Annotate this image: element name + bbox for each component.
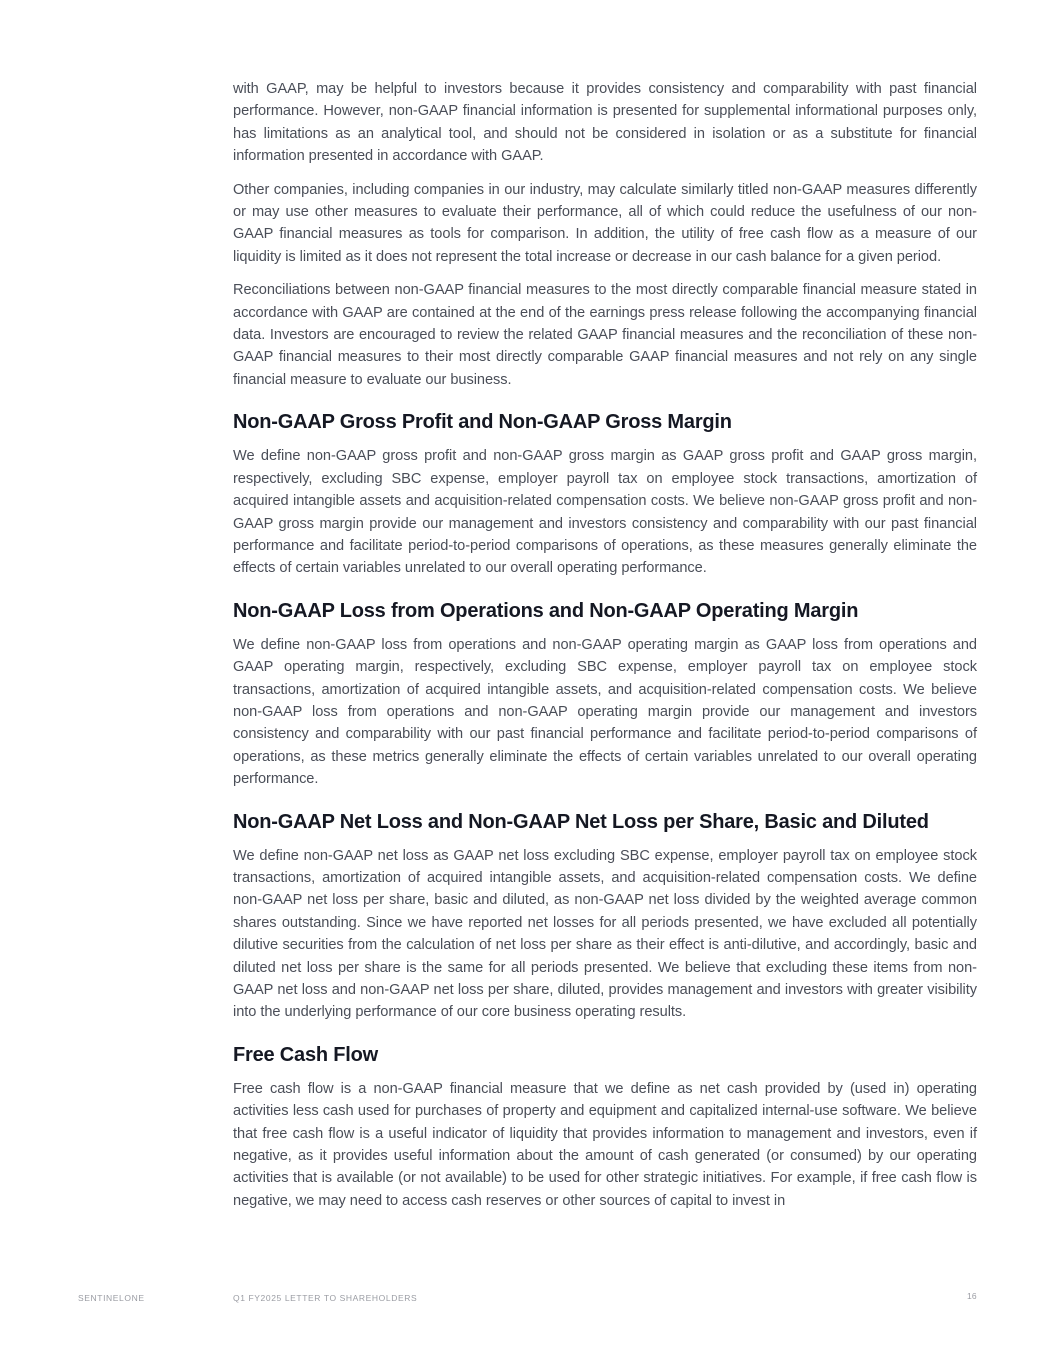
section-heading-gross-profit: Non-GAAP Gross Profit and Non-GAAP Gross Margin bbox=[233, 411, 732, 434]
document-body bbox=[233, 78, 977, 1223]
section-paragraph-operating-loss: We define non-GAAP loss from operations and non-GAAP operating margin as GAAP loss from operations and GAAP operating margin, respectively, excluding SBC expense, employer payroll tax on employee stock transactions, amortization of acquired intangible assets, and acquisition-related compensation costs. We believe non-GAAP loss from operations and non-GAAP operating margin provide our management and investors consistency and comparability with our past financial performance and facilitate period-to-period comparisons of operations, as these metrics generally eliminate the effects of certain variables unrelated to our overall operating performance. bbox=[233, 636, 977, 788]
body-paragraph: Other companies, including companies in our industry, may calculate similarly titled non-GAAP measures differently or may use other measures to evaluate their performance, all of which could reduce the usefulness of our non-GAAP financial measures as tools for comparison. In addition, the utility of free cash flow as a measure of our liquidity is limited as it does not represent the total increase or decrease in our cash balance for a given period. bbox=[233, 181, 977, 265]
section-paragraph-free-cash-flow: Free cash flow is a non-GAAP financial measure that we define as net cash provided by (used in) operating activities less cash used for purchases of property and equipment and capitalized internal-use software. We believe that free cash flow is a useful indicator of liquidity that provides information to management and investors, even if negative, as it provides useful information about the amount of cash generated (or consumed) by our operating activities that is available (or not available) to be used for other strategic initiatives. For example, if free cash flow is negative, we may need to access cash reserves or other sources of capital to invest in bbox=[233, 1080, 977, 1209]
section-heading-net-loss: Non-GAAP Net Loss and Non-GAAP Net Loss per Share, Basic and Diluted bbox=[233, 810, 929, 833]
body-paragraph: Reconciliations between non-GAAP financial measures to the most directly comparable financial measure stated in accordance with GAAP are contained at the end of the earnings press release following the accompanying financial data. Investors are encouraged to review the related GAAP financial measures and the reconciliation of these non-GAAP financial measures to their most directly comparable GAAP financial measures and not rely on any single financial measure to evaluate our business. bbox=[233, 282, 977, 388]
section-paragraph-net-loss: We define non-GAAP net loss as GAAP net loss excluding SBC expense, employer payroll tax on employee stock transactions, amortization of acquired intangible assets, and acquisition-related compensation costs. We define non-GAAP net loss per share, basic and diluted, as non-GAAP net loss divided by the weighted average common shares outstanding. Since we have reported net losses for all periods presented, we have excluded all potentially dilutive securities from the calculation of net loss per share as their effect is anti-dilutive, and accordingly, basic and diluted net loss per share is the same for all periods presented. We believe that excluding these items from non-GAAP net loss and non-GAAP net loss per share, diluted, provides management and investors with greater visibility into the underlying performance of our core business operating results. bbox=[233, 847, 977, 1021]
section-heading-operating-loss: Non-GAAP Loss from Operations and Non-GAAP Operating Margin bbox=[233, 599, 859, 622]
footer-company-name: SENTINELONE bbox=[78, 1293, 145, 1303]
footer-page-number: 16 bbox=[967, 1291, 977, 1301]
section-paragraph-gross-profit: We define non-GAAP gross profit and non-GAAP gross margin as GAAP gross profit and GAAP gross margin, respectively, excluding SBC expense, employer payroll tax on employee stock transactions, amortization of acquired intangible assets and acquisition-related compensation costs. We believe non-GAAP gross profit and non-GAAP gross margin provide our management and investors consistency and comparability with our past financial performance and facilitate period-to-period comparisons of operations, as these measures generally eliminate the effects of certain variables unrelated to our overall operating performance. bbox=[233, 448, 977, 577]
body-paragraph: with GAAP, may be helpful to investors because it provides consistency and comparability with past financial performance. However, non-GAAP financial information is presented for supplemental informational purposes only, has limitations as an analytical tool, and should not be considered in isolation or as a substitute for financial information presented in accordance with GAAP. bbox=[233, 81, 977, 165]
section-heading-free-cash-flow: Free Cash Flow bbox=[233, 1043, 379, 1066]
footer-document-title: Q1 FY2025 LETTER TO SHAREHOLDERS bbox=[233, 1293, 418, 1303]
